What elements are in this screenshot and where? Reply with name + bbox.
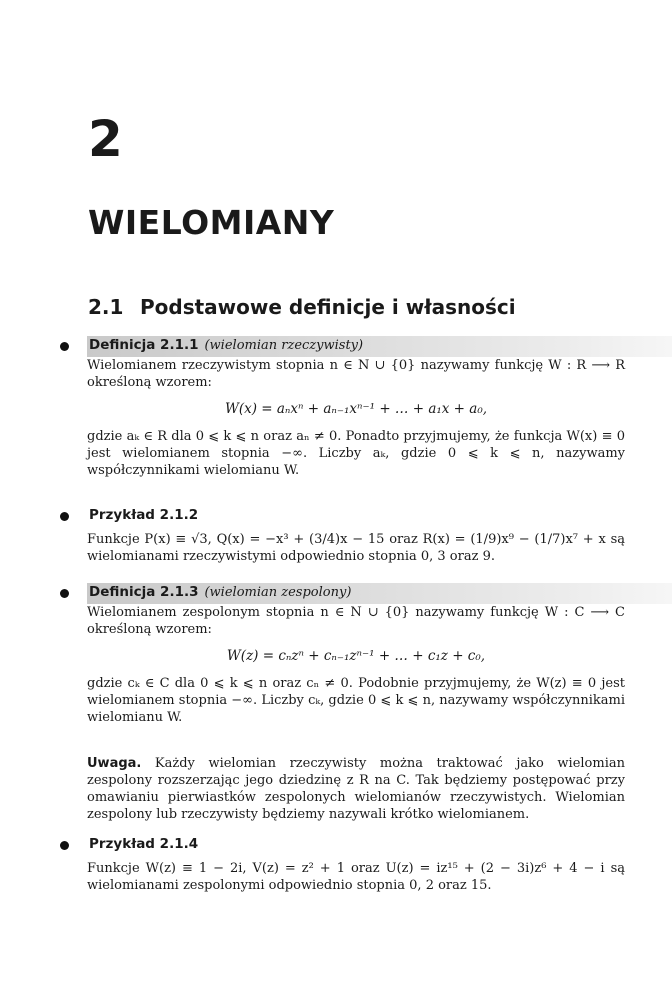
- example-header: [60, 835, 625, 856]
- example-body: [87, 531, 625, 565]
- section-heading: [88, 295, 516, 319]
- bullet-icon: [60, 841, 69, 850]
- definition-text: gdzie cₖ ∈ C dla 0 ⩽ k ⩽ n oraz cₙ ≠ 0. Podobnie przyjmujemy, że W(z) ≡ 0 jest wielomianem stopnia −∞. Liczby cₖ, gdzie 0 ⩽ k ⩽ n, nazywamy współczynnikami wielomianu W.: [87, 676, 625, 725]
- example-block: [60, 506, 625, 565]
- remark: [87, 755, 625, 823]
- definition-number: Definicja 2.1.1: [89, 337, 199, 353]
- example-label: Przykład 2.1.4: [89, 836, 199, 852]
- formula: W(z) = cₙzⁿ + cₙ₋₁zⁿ⁻¹ + … + c₁z + c₀,: [226, 648, 486, 664]
- section-title: Podstawowe definicje i własności: [140, 295, 516, 319]
- definition-text: Wielomianem zespolonym stopnia n ∈ N ∪ {0} nazywamy funkcję W : C ⟶ C określoną wzorem:: [87, 605, 625, 637]
- chapter-number: 2: [88, 110, 123, 168]
- bullet-icon: [60, 589, 69, 598]
- chapter-title: WIELOMIANY: [88, 203, 335, 242]
- bullet-icon: [60, 342, 69, 351]
- definition-number: Definicja 2.1.3: [89, 584, 199, 600]
- section-number: 2.1: [88, 295, 124, 319]
- example-text: Funkcje W(z) ≡ 1 − 2i, V(z) = z² + 1 oraz U(z) = iz¹⁵ + (2 − 3i)z⁶ + 4 − i są wielomianami zespolonymi odpowiednio stopnia 0, 2 oraz 15.: [87, 861, 625, 893]
- example-text: Funkcje P(x) ≡ √3, Q(x) = −x³ + (3/4)x − 15 oraz R(x) = (1/9)x⁹ − (1/7)x⁷ + x są wielomianami rzeczywistymi odpowiednio stopnia 0, 3 oraz 9.: [87, 532, 625, 564]
- formula: W(x) = aₙxⁿ + aₙ₋₁xⁿ⁻¹ + … + a₁x + a₀,: [224, 401, 488, 417]
- definition-block: [60, 583, 625, 726]
- definition-label: [89, 337, 363, 353]
- definition-label: [89, 584, 351, 600]
- example-block: [60, 835, 625, 894]
- definition-block: [60, 336, 625, 479]
- example-label: Przykład 2.1.2: [89, 507, 199, 523]
- definition-header: [60, 583, 625, 604]
- definition-subtitle: (wielomian rzeczywisty): [204, 338, 364, 353]
- definition-text: Wielomianem rzeczywistym stopnia n ∈ N ∪ {0} nazywamy funkcję W : R ⟶ R określoną wzorem:: [87, 358, 625, 390]
- definition-text: gdzie aₖ ∈ R dla 0 ⩽ k ⩽ n oraz aₙ ≠ 0. Ponadto przyjmujemy, że funkcja W(x) ≡ 0 jest wielomianem stopnia −∞. Liczby aₖ, gdzie 0 ⩽ k ⩽ n, nazywamy współczynnikami wielomianu W.: [87, 429, 625, 478]
- remark-label: Uwaga.: [87, 756, 142, 771]
- remark-text: Każdy wielomian rzeczywisty można traktować jako wielomian zespolony rozszerzając jego dziedzinę z R na C. Tak będziemy postępować przy omawianiu pierwiastków zespolonych wielomianów rzeczywistych. Wielomian zespolony lub rzeczywisty będziemy nazywali krótko wielomianem.: [87, 756, 625, 822]
- definition-body: [87, 357, 625, 479]
- definition-body: [87, 604, 625, 726]
- definition-subtitle: (wielomian zespolony): [204, 585, 352, 600]
- definition-header: [60, 336, 625, 357]
- bullet-icon: [60, 512, 69, 521]
- example-body: [87, 860, 625, 894]
- example-header: [60, 506, 625, 527]
